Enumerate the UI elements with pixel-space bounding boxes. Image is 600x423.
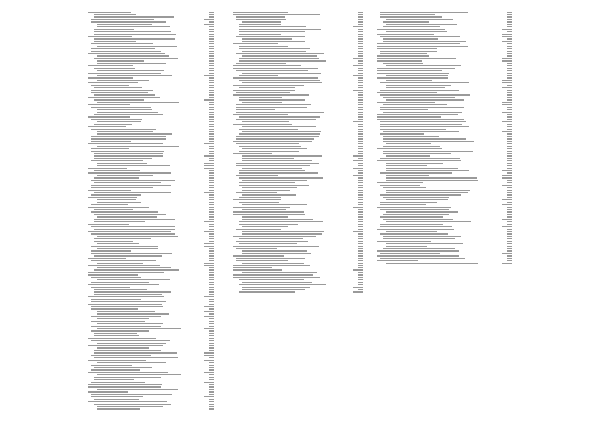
toc-column-2 <box>233 11 363 265</box>
toc-entry-title <box>386 263 478 264</box>
toc-column-5 <box>233 264 363 293</box>
toc-entry <box>233 291 363 293</box>
toc-column-1 <box>88 11 214 265</box>
toc-entry-title <box>97 408 140 409</box>
toc-entry-page-number <box>353 291 363 292</box>
toc-column-4 <box>88 264 214 410</box>
toc-entry-page-number <box>502 263 512 264</box>
toc-entry <box>377 262 512 264</box>
toc-entry <box>88 408 214 410</box>
toc-column-3 <box>377 11 512 265</box>
toc-entry-page-number <box>209 408 214 409</box>
toc-entry-title <box>239 291 295 292</box>
